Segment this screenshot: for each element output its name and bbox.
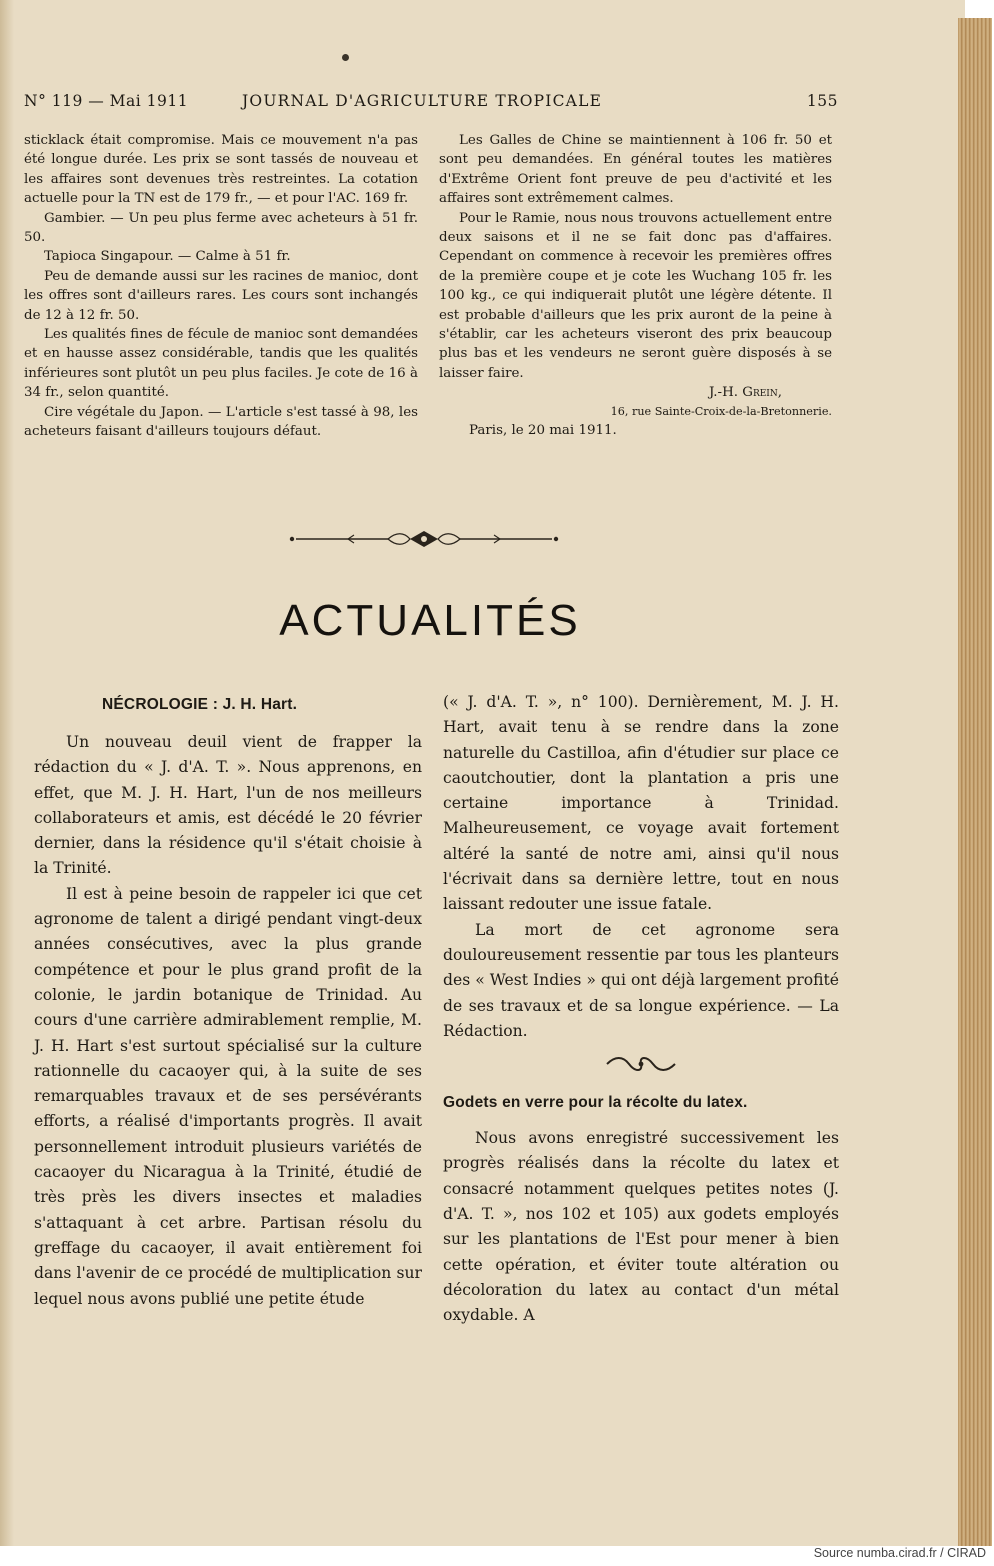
market-paragraph: Cire végétale du Japon. — L'article s'est tassé à 98, les acheteurs faisant d'ailleurs toujours défaut. — [24, 404, 418, 440]
necrology-paragraph: Un nouveau deuil vient de frapper la rédaction du « J. d'A. T. ». Nous apprenons, en effet, que M. J. H. Hart, l'un de nos meilleurs collaborateurs et amis, est décédé le 20 février dernier, dans la résidence qu'il s'était choisie à la Trinité. — [34, 733, 422, 878]
mini-ornament — [443, 1052, 839, 1076]
necrology-right-column — [443, 690, 839, 1329]
latex-paragraph: Nous avons enregistré successivement les progrès réalisés dans la récolte du latex et consacré notamment quelques petites notes (J. d'A. T. », nos 102 et 105) aux godets employés sur les plantations de l'Est pour mener à bien cette opération, et éviter toute altération ou décoloration du latex au contact d'un métal oxydable. A — [443, 1129, 839, 1325]
dateline: Paris, le 20 mai 1911. — [469, 422, 617, 438]
book-page-edges — [958, 18, 992, 1546]
section-title: ACTUALITÉS — [279, 596, 581, 645]
market-report-left-column — [24, 131, 418, 442]
market-paragraph: Gambier. — Un peu plus ferme avec acheteurs à 51 fr. 50. — [24, 210, 418, 246]
ornament-divider — [288, 528, 560, 550]
running-head — [24, 92, 842, 114]
necrology-paragraph: La mort de cet agronome sera douloureusement ressentie par tous les planteurs des « West Indies » qui ont déjà largement profité de ses travaux et de sa longue expérience. — La Rédaction. — [443, 920, 839, 1040]
gutter-shadow — [0, 0, 14, 1546]
market-paragraph: Tapioca Singapour. — Calme à 51 fr. — [44, 249, 291, 265]
market-paragraph: Les qualités fines de fécule de manioc sont demandées et en hausse assez considérable, tandis que les qualités inférieures sont plutôt un peu plus faciles. Je cote de 16 à 34 fr., selon quantité. — [24, 327, 418, 401]
market-report-right-column — [439, 131, 832, 440]
market-paragraph: Les Galles de Chine se maintiennent à 106 fr. 50 et sont peu demandées. En général toutes les matières d'Extrême Orient font preuve de peu d'activité et les affaires sont extrêmement calmes. — [439, 133, 832, 207]
latex-heading: Godets en verre pour la récolte du latex. — [443, 1094, 748, 1112]
necrology-paragraph: (« J. d'A. T. », n° 100). Dernièrement, M. J. H. Hart, avait tenu à se rendre dans la zone naturelle du Castilloa, afin d'étudier sur place ce caoutchoutier, dont la plantation a pris une certaine importance à Trinidad. Malheureusement, ce voyage avait fortement altéré la santé de notre ami, ainsi qu'il nous l'écrivait dans sa dernière lettre, tout en nous laissant redouter une issue fatale. — [443, 693, 839, 914]
page-mark-dot — [342, 54, 349, 61]
journal-title: JOURNAL D'AGRICULTURE TROPICALE — [242, 92, 603, 110]
market-paragraph: sticklack était compromise. Mais ce mouvement n'a pas été longue durée. Les prix se sont tassés de nouveau et les affaires sont devenues très restreintes. La cotation actuelle pour la TN est de 179 fr., — et pour l'AC. 169 fr. — [24, 133, 418, 207]
signature-address: 16, rue Sainte-Croix-de-la-Bretonnerie. — [610, 404, 832, 418]
page-number: 155 — [806, 92, 838, 110]
market-paragraph: Peu de demande aussi sur les racines de manioc, dont les offres sont d'ailleurs rares. Les cours sont inchangés de 12 à 12 fr. 50. — [24, 268, 418, 323]
market-paragraph: Pour le Ramie, nous nous trouvons actuellement entre deux saisons et il ne se fait donc pas d'affaires. Cependant on commence à recevoir les premières offres de la première coupe et je cote les Wuchang 105 fr. les 100 kg., ce qui indiquerait plutôt une légère détente. Il est probable d'ailleurs que les prix auront de la peine à s'établir, car les acheteurs viseront des prix beaucoup plus bas et les vendeurs ne seront guère disposés à se laisser faire. — [439, 210, 832, 381]
necrology-paragraph: Il est à peine besoin de rappeler ici que cet agronome de talent a dirigé pendant vingt-deux années consécutives, avec la plus grande compétence et pour le plus grand profit de la colonie, le jardin botanique de Trinidad. Au cours d'une carrière admirablement remplie, M. J. H. Hart s'est surtout spécialisé sur la culture rationnelle du cacaoyer qui, à la suite de ses remarquables travaux et de ses persévérants efforts, a réalisé d'importants progrès. Il avait personnellement introduit plusieurs variétés de cacaoyer du Nicaragua à la Trinité, étudié de très près les divers insectes et maladies s'attaquant à cet arbre. Partisan résolu du greffage du cacaoyer, il avait entièrement foi dans l'avenir de ce procédé de multiplication sur lequel nous avons publié une petite étude — [34, 884, 422, 1308]
necrology-left-column — [34, 694, 422, 1312]
necrology-heading: NÉCROLOGIE : J. H. Hart. — [102, 696, 298, 713]
flourish-icon — [601, 1052, 681, 1076]
source-credit: Source numba.cirad.fr / CIRAD — [813, 1546, 986, 1560]
issue-date: N° 119 — Mai 1911 — [24, 92, 189, 110]
signature: J.-H. Grein, — [708, 385, 782, 401]
